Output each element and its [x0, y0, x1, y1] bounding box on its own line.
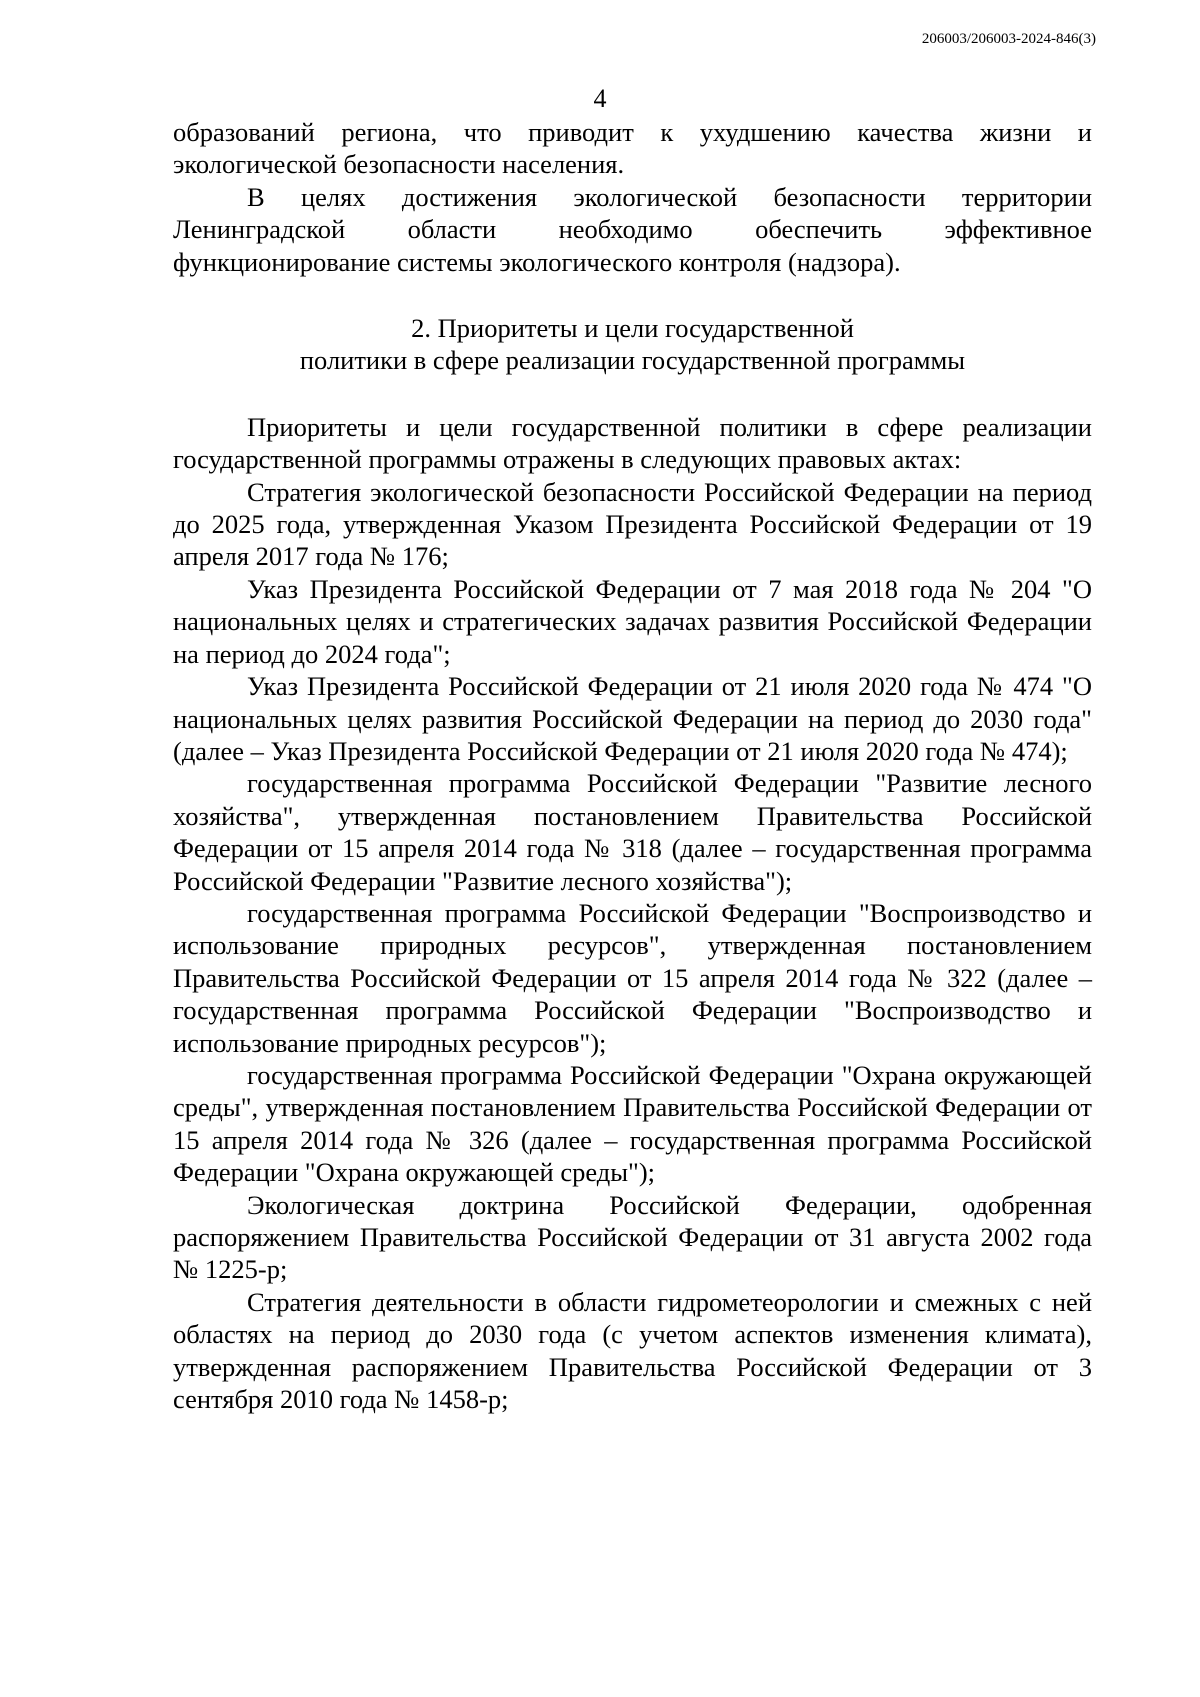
list-item-legal-act: Стратегия деятельности в области гидрометеорологии и смежных с ней областях на период до 2030 года (с учетом аспектов изменения климата), утвержденная распоряжением Правительства Российской Федерации от 3 сентября 2010 года № 1458-р; — [173, 1286, 1092, 1415]
paragraph-priorities-intro: Приоритеты и цели государственной политики в сфере реализации государственной программы отражены в следующих правовых актах: — [173, 411, 1092, 475]
list-item-legal-act: государственная программа Российской Федерации "Развитие лесного хозяйства", утвержденная постановлением Правительства Российской Федерации от 15 апреля 2014 года № 318 (далее – государственная программа Российской Федерации "Развитие лесного хозяйства"); — [173, 768, 1092, 896]
page-number: 4 — [593, 84, 607, 113]
section-heading-line-1: 2. Приоритеты и цели государственной — [411, 313, 854, 344]
section-heading — [173, 312, 1092, 377]
list-item-legal-act: государственная программа Российской Федерации "Охрана окружающей среды", утвержденная постановлением Правительства Российской Федерации от 15 апреля 2014 года № 326 (далее – государственная программа Российской Федерации "Охрана окружающей среды"); — [173, 1059, 1092, 1188]
list-item-legal-act: Указ Президента Российской Федерации от 7 мая 2018 года № 204 "О национальных целях и стратегических задачах развития Российской Федерации на период до 2024 года"; — [173, 573, 1092, 669]
document-body — [173, 116, 1092, 1415]
list-item-legal-act: Экологическая доктрина Российской Федерации, одобренная распоряжением Правительства Российской Федерации от 31 августа 2002 года № 1225-р; — [173, 1189, 1092, 1285]
list-item-legal-act: Указ Президента Российской Федерации от 21 июля 2020 года № 474 "О национальных целях развития Российской Федерации на период до 2030 года" (далее – Указ Президента Российской Федерации от 21 июля 2020 года № 474); — [173, 671, 1092, 766]
list-item-legal-act: государственная программа Российской Федерации "Воспроизводство и использование природных ресурсов", утвержденная постановлением Правительства Российской Федерации от 15 апреля 2014 года № 322 (далее – государственная программа Российской Федерации "Воспроизводство и использование природных ресурсов"); — [173, 897, 1092, 1058]
section-heading-line-2: политики в сфере реализации государственной программы — [299, 345, 966, 376]
list-item-legal-act: Стратегия экологической безопасности Российской Федерации на период до 2025 года, утвержденная Указом Президента Российской Федерации от 19 апреля 2017 года № 176; — [173, 476, 1092, 572]
paragraph-continuation: образований региона, что приводит к ухудшению качества жизни и экологической безопасности населения. — [173, 117, 1092, 180]
paragraph-ecological-safety: В целях достижения экологической безопасности территории Ленинградской области необходимо обеспечить эффективное функционирование системы экологического контроля (надзора). — [173, 181, 1092, 277]
document-registration-number: 206003/206003-2024-846(3) — [921, 31, 1096, 47]
